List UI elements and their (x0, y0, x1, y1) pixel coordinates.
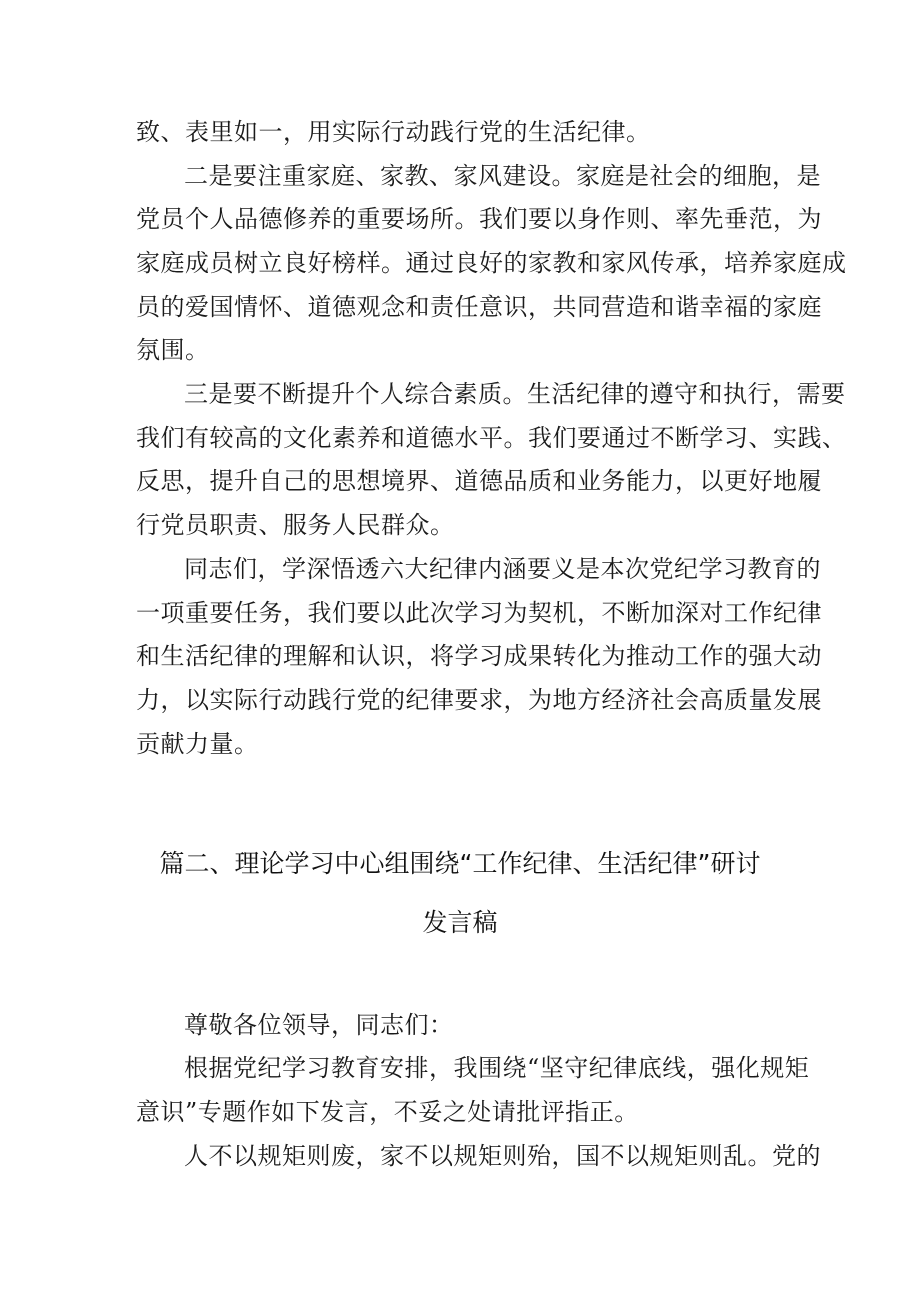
paragraph-first-line: 二是要注重家庭、家教、家风建设。家庭是社会的细胞，是 (184, 162, 821, 190)
body-line: 反思，提升自己的思想境界、道德品质和业务能力，以更好地履 (136, 467, 822, 495)
paragraph-first-line: 根据党纪学习教育安排，我围绕“坚守纪律底线，强化规矩 (184, 1054, 810, 1082)
body-line: 致、表里如一，用实际行动践行党的生活纪律。 (136, 118, 651, 146)
article-title: 篇二、理论学习中心组围绕“工作纪律、生活纪律”研讨 (159, 849, 761, 878)
paragraph-first-line: 人不以规矩则废，家不以规矩则殆，国不以规矩则乱。党的 (184, 1142, 821, 1170)
body-line: 贡献力量。 (136, 730, 259, 758)
body-line: 意识”专题作如下发言，不妥之处请批评指正。 (136, 1098, 639, 1126)
body-line: 家庭成员树立良好榜样。通过良好的家教和家风传承，培养家庭成 (136, 249, 847, 277)
body-line: 行党员职责、服务人民群众。 (136, 511, 455, 539)
body-line: 力，以实际行动践行党的纪律要求，为地方经济社会高质量发展 (136, 686, 822, 714)
body-line: 我们有较高的文化素养和道德水平。我们要通过不断学习、实践、 (136, 424, 847, 452)
body-line: 和生活纪律的理解和认识，将学习成果转化为推动工作的强大动 (136, 642, 822, 670)
article-title-continued: 发言稿 (422, 908, 498, 937)
salutation: 尊敬各位领导，同志们： (184, 1011, 454, 1039)
body-line: 一项重要任务，我们要以此次学习为契机，不断加深对工作纪律 (136, 599, 822, 627)
body-line: 员的爱国情怀、道德观念和责任意识，共同营造和谐幸福的家庭 (136, 293, 822, 321)
body-line: 党员个人品德修养的重要场所。我们要以身作则、率先垂范，为 (136, 205, 822, 233)
body-line: 氛围。 (136, 336, 210, 364)
paragraph-first-line: 同志们，学深悟透六大纪律内涵要义是本次党纪学习教育的 (184, 555, 821, 583)
paragraph-first-line: 三是要不断提升个人综合素质。生活纪律的遵守和执行，需要 (184, 380, 846, 408)
